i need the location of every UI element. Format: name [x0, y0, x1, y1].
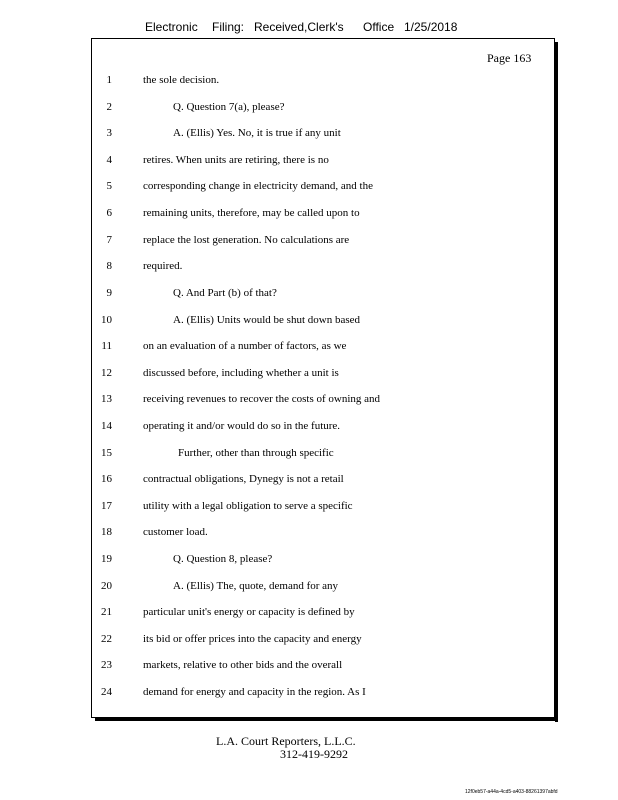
line-number: 10 — [101, 314, 112, 326]
line-number: 5 — [106, 180, 112, 192]
line-number: 2 — [106, 101, 112, 113]
footer-company: L.A. Court Reporters, L.L.C. — [216, 734, 356, 748]
transcript-line — [0, 232, 618, 248]
line-number: 17 — [101, 500, 112, 512]
line-number: 13 — [101, 393, 112, 405]
transcript-line — [0, 498, 618, 514]
line-text: customer load. — [143, 526, 208, 538]
transcript-line — [0, 445, 618, 461]
page-frame-shadow-right — [555, 42, 558, 722]
line-number: 18 — [101, 526, 112, 538]
transcript-line — [0, 152, 618, 168]
page-number: Page 163 — [487, 51, 532, 65]
line-text: on an evaluation of a number of factors, as we — [143, 340, 347, 352]
line-number: 14 — [101, 420, 112, 432]
line-text: corresponding change in electricity demand, and the — [143, 180, 373, 192]
transcript-line — [0, 125, 618, 141]
line-text: receiving revenues to recover the costs of owning and — [143, 393, 381, 405]
line-text: required. — [143, 260, 183, 272]
line-text: retires. When units are retiring, there is no — [143, 154, 329, 166]
line-number: 6 — [106, 207, 112, 219]
line-number: 3 — [106, 127, 112, 139]
transcript-line — [0, 604, 618, 620]
transcript-line — [0, 178, 618, 194]
line-number: 12 — [101, 367, 112, 379]
line-number: 23 — [101, 659, 112, 671]
transcript-line — [0, 471, 618, 487]
transcript-line — [0, 391, 618, 407]
page-frame-shadow-bottom — [95, 718, 558, 721]
transcript-line — [0, 258, 618, 274]
line-text: Q. Question 7(a), please? — [173, 101, 285, 113]
header-office: Office — [363, 20, 395, 34]
line-text: A. (Ellis) Yes. No, it is true if any unit — [173, 127, 341, 139]
transcript-line — [0, 365, 618, 381]
transcript-line — [0, 684, 618, 700]
transcript-line — [0, 578, 618, 594]
transcript-line — [0, 631, 618, 647]
line-number: 22 — [101, 633, 112, 645]
line-text: A. (Ellis) Units would be shut down based — [173, 314, 360, 326]
line-number: 15 — [101, 447, 112, 459]
header-filing: Filing: — [212, 20, 245, 34]
line-text: demand for energy and capacity in the region. As I — [143, 686, 366, 698]
transcript-line — [0, 72, 618, 88]
header-electronic: Electronic — [145, 20, 198, 34]
line-text: its bid or offer prices into the capacity and energy — [143, 633, 362, 645]
transcript-line — [0, 312, 618, 328]
line-number: 11 — [101, 340, 112, 352]
line-number: 9 — [106, 287, 112, 299]
line-number: 20 — [101, 580, 112, 592]
line-text: particular unit's energy or capacity is defined by — [143, 606, 355, 618]
filing-stamp-header — [0, 20, 618, 38]
line-text: replace the lost generation. No calculations are — [143, 234, 350, 246]
line-number: 8 — [106, 260, 112, 272]
line-text: the sole decision. — [143, 74, 220, 86]
line-text: Q. And Part (b) of that? — [173, 287, 277, 299]
header-date: 1/25/2018 — [404, 20, 458, 34]
footer-phone: 312-419-9292 — [280, 747, 348, 761]
line-text: remaining units, therefore, may be called upon to — [143, 207, 360, 219]
transcript-line — [0, 657, 618, 673]
transcript-line — [0, 99, 618, 115]
line-text: Q. Question 8, please? — [173, 553, 273, 565]
line-text: Further, other than through specific — [178, 447, 334, 459]
line-text: contractual obligations, Dynegy is not a retail — [143, 473, 344, 485]
transcript-line — [0, 524, 618, 540]
transcript-line — [0, 338, 618, 354]
line-text: A. (Ellis) The, quote, demand for any — [173, 580, 339, 592]
document-id: 12f0eb57-a44a-4cd5-a403-88261397abfd — [465, 789, 558, 795]
line-number: 21 — [101, 606, 112, 618]
line-number: 7 — [106, 234, 112, 246]
header-received: Received,Clerk's — [254, 20, 344, 34]
transcript-line — [0, 418, 618, 434]
transcript-line — [0, 285, 618, 301]
line-text: markets, relative to other bids and the overall — [143, 659, 343, 671]
line-text: utility with a legal obligation to serve a specific — [143, 500, 353, 512]
transcript-line — [0, 205, 618, 221]
line-number: 4 — [106, 154, 112, 166]
line-number: 24 — [101, 686, 112, 698]
line-text: operating it and/or would do so in the future. — [143, 420, 341, 432]
line-number: 19 — [101, 553, 112, 565]
line-number: 1 — [106, 74, 112, 86]
line-number: 16 — [101, 473, 112, 485]
transcript-line — [0, 551, 618, 567]
line-text: discussed before, including whether a unit is — [143, 367, 339, 379]
